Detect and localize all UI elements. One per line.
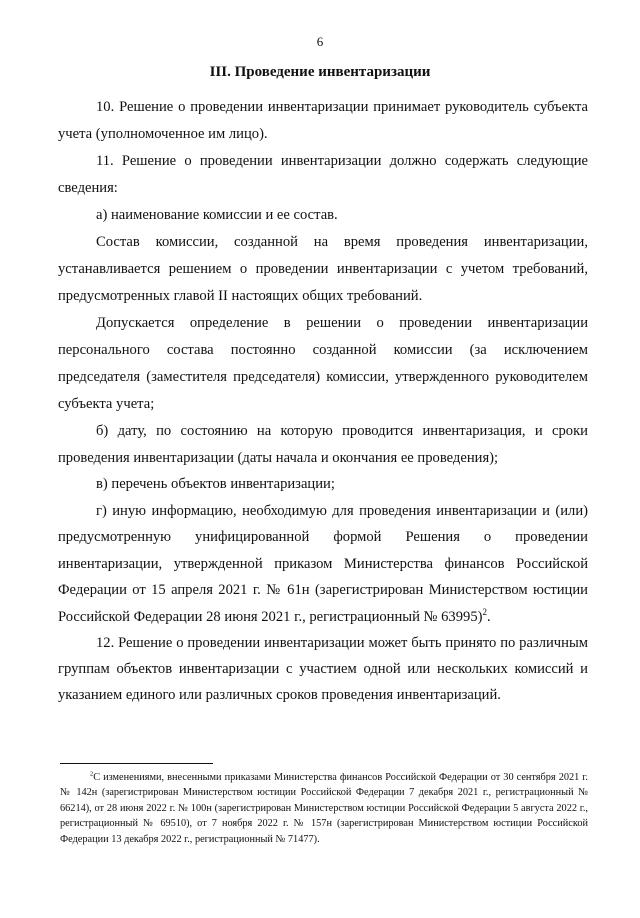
item-g-end: . [487, 608, 491, 625]
paragraph-permanent-commission: Допускается определение в решении о проведении инвентаризации персонального состава постоянно созданной комиссии (за исключением председателя (заместителя председателя) комиссии, утвержденного руководителем субъекта учета; [58, 315, 588, 412]
paragraph-10: 10. Решение о проведении инвентаризации принимает руководитель субъекта учета (уполномоченное им лицо). [58, 99, 588, 142]
paragraph-11: 11. Решение о проведении инвентаризации должно содержать следующие сведения: [58, 153, 588, 196]
footnote-marker: 2 [90, 770, 94, 778]
paragraph-commission-composition: Состав комиссии, созданной на время проведения инвентаризации, устанавливается решением о проведении инвентаризации с учетом требований, предусмотренных главой II настоящих общих требований. [58, 234, 588, 304]
item-g [58, 498, 588, 631]
footnote-divider [60, 763, 213, 764]
footnote-reference: 2 [482, 606, 488, 617]
paragraph-12: 12. Решение о проведении инвентаризации может быть принято по различным группам объектов инвентаризации с участием одной или нескольких комиссий и указанием единого или различных сроков проведения инвентаризаций. [58, 635, 588, 703]
item-a: а) наименование комиссии и ее состав. [96, 207, 338, 223]
item-b: б) дату, по состоянию на которую проводится инвентаризация, и сроки проведения инвентаризации (даты начала и окончания ее проведения); [58, 423, 588, 466]
item-g-text: г) иную информацию, необходимую для проведения инвентаризации и (или) предусмотренную унифицированной формой Решения о проведении инвентаризации, утвержденной приказом Министерства финансов Российской Федерации от 15 апреля 2021 г. № 61н (зарегистрирован Министерством юстиции Российской Федерации 28 июня 2021 г., регистрационный № 63995) [58, 502, 588, 625]
page-number: 6 [316, 34, 324, 49]
section-title: III. Проведение инвентаризации [209, 64, 431, 80]
footnote-text: С изменениями, внесенными приказами Министерства финансов Российской Федерации от 30 сентября 2021 г. № 142н (зарегистрирован Министерством юстиции Российской Федерации 7 декабря 2021 г., регистрационный № 66214), от 28 июня 2022 г. № 100н (зарегистрирован Министерством юстиции Российской Федерации 5 августа 2022 г., регистрационный № 69510), от 7 ноября 2022 г. № 157н (зарегистрирован Министерством юстиции Российской Федерации 13 декабря 2022 г., регистрационный № 71477). [60, 772, 588, 845]
footnote [60, 770, 588, 847]
item-v: в) перечень объектов инвентаризации; [96, 476, 335, 492]
document-body [58, 94, 588, 708]
